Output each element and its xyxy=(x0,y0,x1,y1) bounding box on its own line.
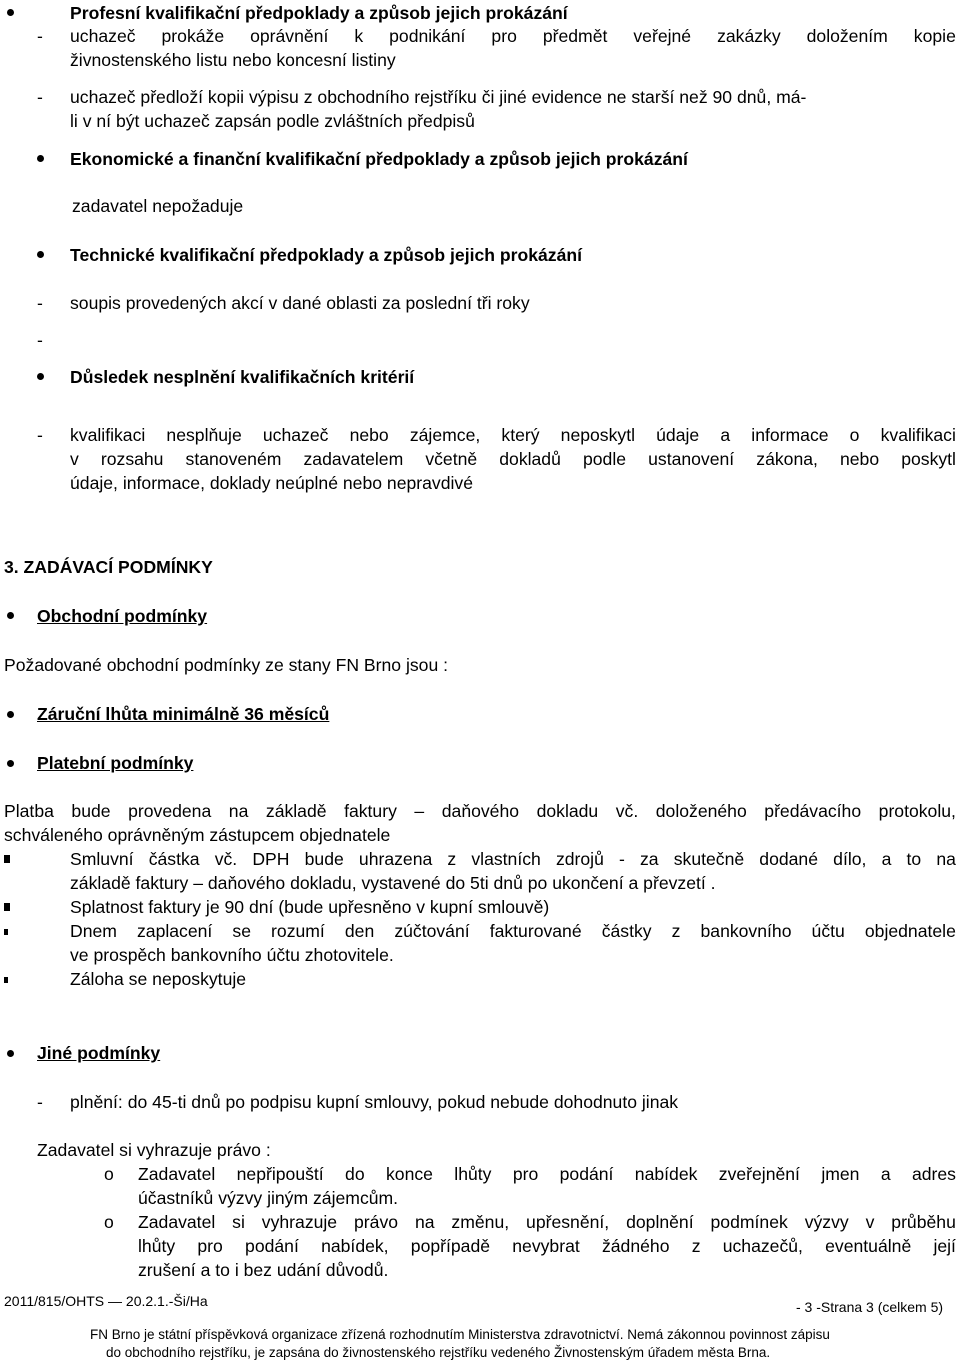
square-item-1-text-word: to xyxy=(906,849,922,869)
right-2-text-1-word: Zadavatel xyxy=(138,1212,216,1232)
section-title: 3. ZADÁVACÍ PODMÍNKY xyxy=(4,557,213,577)
right-2-line1 xyxy=(138,1210,956,1234)
square-item-3-text-word: z xyxy=(671,921,681,941)
right-2-text-2-word: popřípadě xyxy=(410,1236,491,1256)
right-2-text-1-word: vyhrazuje xyxy=(261,1212,338,1232)
square-item-1-line1 xyxy=(70,847,956,871)
heading-technicke: Technické kvalifikační předpoklady a způsob jejich prokázání xyxy=(70,245,583,265)
right-2-text-1-word: průběhu xyxy=(891,1212,956,1232)
prof-item-1-text-word: veřejné xyxy=(633,26,692,46)
right-1-text-word: nabídek xyxy=(634,1164,698,1184)
right-1-text-word: lhůty xyxy=(454,1164,492,1184)
square-item-3-text-word: částky xyxy=(601,921,652,941)
prof-item-1-text-word: k xyxy=(354,26,364,46)
square-item-3-text-word: Dnem xyxy=(70,921,117,941)
right-2-text-2-word: z xyxy=(691,1236,701,1256)
dusledek-text-1-word: kvalifikaci xyxy=(70,425,146,445)
right-2-text-2-word: nabídek, xyxy=(321,1236,389,1256)
dusledek-text-1-word: uchazeč xyxy=(262,425,329,445)
square-item-1-text-word: vč. xyxy=(214,849,238,869)
square-bullet-icon xyxy=(4,903,10,911)
dusledek-text-2-word: rozsahu xyxy=(100,449,164,469)
square-item-3-line1 xyxy=(70,919,956,943)
dusledek-text-1-word: který xyxy=(501,425,540,445)
plneni-text: plnění: do 45-ti dnů po podpisu kupní smlouvy, pokud nebude dohodnuto jinak xyxy=(70,1092,679,1112)
prof-item-1-text-word: podnikání xyxy=(389,26,466,46)
dusledek-text-2-word: stanoveném xyxy=(185,449,282,469)
right-2-text-2-word: uchazečů, xyxy=(722,1236,803,1256)
dusledek-text-1-word: informace xyxy=(751,425,829,445)
right-2-text-2-word: její xyxy=(933,1236,956,1256)
dusledek-line2 xyxy=(70,447,956,471)
footer-note-line1: FN Brno je státní příspěvková organizace zřízená rozhodnutím Ministerstva zdravotnictví. Nemá zákonnou povinnost zápisu xyxy=(90,1327,830,1342)
right-2-text-2-word: lhůty xyxy=(138,1236,176,1256)
square-item-1-text-word: Smluvní xyxy=(70,849,134,869)
bullet-icon xyxy=(37,251,44,258)
dusledek-text-2-word: nebo xyxy=(839,449,880,469)
dash-marker: - xyxy=(37,87,43,107)
prof-item-2-line1: uchazeč předloží kopii výpisu z obchodního rejstříku či jiné evidence ne starší než 90 dnů, má- xyxy=(70,87,807,107)
right-2-text-1-word: si xyxy=(232,1212,245,1232)
heading-obchodni: Obchodní podmínky xyxy=(37,606,208,626)
heading-profesni: Profesní kvalifikační předpoklady a způsob jejich prokázání xyxy=(70,3,568,23)
heading-ekonomicke: Ekonomické a finanční kvalifikační předpoklady a způsob jejich prokázání xyxy=(70,149,688,169)
platba-text-1-word: faktury xyxy=(344,801,397,821)
platba-text-1-word: provedena xyxy=(128,801,212,821)
right-2-text-2-word: žádného xyxy=(601,1236,670,1256)
dash-marker: - xyxy=(37,293,43,313)
right-1-line1 xyxy=(138,1162,956,1186)
platba-text-1-word: na xyxy=(228,801,249,821)
platba-line1 xyxy=(4,799,956,823)
dusledek-text-1-word: údaje xyxy=(656,425,700,445)
dusledek-text-1-word: nebo xyxy=(349,425,389,445)
pozadovane-text: Požadované obchodní podmínky ze stany FN Brno jsou : xyxy=(4,655,449,675)
square-item-3-text-word: zúčtování xyxy=(394,921,470,941)
right-2-text-1-word: na xyxy=(414,1212,435,1232)
prof-item-1-line1 xyxy=(70,24,956,48)
right-2-text-1-word: výzvy xyxy=(804,1212,849,1232)
prof-item-1-text-word: zakázky xyxy=(717,26,781,46)
right-1-text-word: pro xyxy=(512,1164,539,1184)
empty-dash-marker: - xyxy=(37,330,43,350)
right-1-text-word: konce xyxy=(385,1164,433,1184)
right-2-text-2-word: nevybrat xyxy=(512,1236,580,1256)
dusledek-text-2-word: dokladů xyxy=(499,449,561,469)
square-bullet-small-icon xyxy=(4,929,8,935)
bullet-icon xyxy=(7,711,14,718)
prof-item-1-text-word: kopie xyxy=(913,26,956,46)
square-item-3-text-word: zaplacení xyxy=(137,921,213,941)
footer-note-line2: do obchodního rejstříku, je zapsána do živnostenského rejstříku vedeného Živnostenským úřadem města Brna. xyxy=(106,1345,771,1360)
platba-text-1-word: Platba xyxy=(4,801,54,821)
bullet-icon xyxy=(7,9,14,16)
right-2-text-2-word: pro xyxy=(197,1236,223,1256)
square-item-3-text-word: fakturované xyxy=(489,921,582,941)
vyhrazuje-text: Zadavatel si vyhrazuje právo : xyxy=(37,1140,271,1160)
tech-item: soupis provedených akcí v dané oblasti za poslední tři roky xyxy=(70,293,530,313)
right-2-text-1-word: doplnění xyxy=(626,1212,694,1232)
dusledek-text-1-word: kvalifikaci xyxy=(880,425,956,445)
right-2-text-2-word: podání xyxy=(245,1236,299,1256)
right-2-text-1-word: právo xyxy=(354,1212,399,1232)
prof-item-1-text-word: doložením xyxy=(806,26,888,46)
platba-text-1-word: protokolu, xyxy=(878,801,956,821)
square-item-1-text-word: z xyxy=(447,849,457,869)
right-2-text-1-word: změnu, xyxy=(451,1212,510,1232)
prof-item-1-line2: živnostenského listu nebo koncesní listiny xyxy=(70,50,396,70)
square-item-1-text-word: - xyxy=(619,849,625,869)
platba-text-1-word: dokladu xyxy=(536,801,599,821)
dusledek-text-2-word: ustanovení xyxy=(648,449,735,469)
square-item-3-text-word: den xyxy=(344,921,375,941)
square-item-4: Záloha se neposkytuje xyxy=(70,969,247,989)
square-item-1-line2: základě faktury – daňového dokladu, vystavené do 5ti dnů po ukončení a převzetí . xyxy=(70,873,716,893)
dusledek-text-2-word: podle xyxy=(582,449,627,469)
dusledek-text-2-word: zadavatelem xyxy=(303,449,404,469)
square-item-2: Splatnost faktury je 90 dní (bude upřesněno v kupní smlouvě) xyxy=(70,897,550,917)
dusledek-text-1-word: neposkytl xyxy=(560,425,635,445)
square-item-1-text-word: na xyxy=(936,849,956,869)
platba-line2: schváleného oprávněným zástupcem objednatele xyxy=(4,825,391,845)
dusledek-text-1-word: zájemce, xyxy=(409,425,481,445)
bullet-icon xyxy=(37,373,44,380)
square-item-1-text-word: a xyxy=(881,849,892,869)
dash-marker: - xyxy=(37,26,43,46)
bullet-icon xyxy=(7,612,14,619)
right-1-text-word: do xyxy=(345,1164,365,1184)
prof-item-1-text-word: uchazeč xyxy=(70,26,136,46)
square-item-3-text-word: objednatele xyxy=(864,921,956,941)
document-code: 2011/815/OHTS — 20.2.1.-Ši/Ha xyxy=(4,1293,208,1309)
dash-marker: - xyxy=(37,425,43,445)
dusledek-text-1-word: nesplňuje xyxy=(166,425,242,445)
platba-text-1-word: doloženého xyxy=(655,801,747,821)
square-item-1-text-word: bude xyxy=(304,849,344,869)
bullet-icon xyxy=(37,155,44,162)
square-item-3-text-word: rozumí xyxy=(271,921,325,941)
prof-item-1-text-word: oprávnění xyxy=(250,26,329,46)
dusledek-line1 xyxy=(70,423,956,447)
dusledek-text-2-word: včetně xyxy=(425,449,478,469)
dusledek-text-2-word: poskytl xyxy=(901,449,956,469)
bullet-icon xyxy=(7,1050,14,1057)
right-1-text-word: podání xyxy=(559,1164,614,1184)
right-1-text-word: nepřipouští xyxy=(236,1164,324,1184)
square-item-1-text-word: za xyxy=(640,849,659,869)
circle-marker: o xyxy=(104,1164,114,1184)
square-item-3-text-word: účtu xyxy=(811,921,845,941)
square-item-1-text-word: zdrojů xyxy=(555,849,604,869)
platba-text-1-word: – xyxy=(414,801,425,821)
prof-item-2-line2: li v ní být uchazeč zapsán podle zvláštních předpisů xyxy=(70,111,475,131)
right-1-text-word: jmen xyxy=(821,1164,860,1184)
heading-platebni: Platební podmínky xyxy=(37,753,194,773)
dusledek-line3: údaje, informace, doklady neúplné nebo nepravdivé xyxy=(70,473,473,493)
square-item-1-text-word: skutečně xyxy=(673,849,745,869)
platba-text-1-word: vč. xyxy=(615,801,639,821)
platba-text-1-word: základě xyxy=(265,801,327,821)
right-2-line3: zrušení a to i bez udání důvodů. xyxy=(138,1260,389,1280)
prof-item-1-text-word: prokáže xyxy=(161,26,225,46)
square-item-1-text-word: dílo, xyxy=(833,849,867,869)
platba-text-1-word: předávacího xyxy=(764,801,862,821)
page-number: - 3 -Strana 3 (celkem 5) xyxy=(796,1299,944,1315)
square-bullet-icon xyxy=(4,855,10,863)
right-2-text-1-word: podmínek xyxy=(710,1212,788,1232)
heading-jine: Jiné podmínky xyxy=(37,1043,161,1063)
right-1-text-word: zveřejnění xyxy=(718,1164,800,1184)
platba-text-1-word: daňového xyxy=(441,801,520,821)
right-1-line2: účastníků výzvy jiným zájemcům. xyxy=(138,1188,399,1208)
dusledek-text-1-word: o xyxy=(849,425,860,445)
zarucni-heading: Záruční lhůta minimálně 36 měsíců xyxy=(37,704,330,724)
square-item-3-text-word: se xyxy=(232,921,251,941)
square-item-1-text-word: dodané xyxy=(759,849,819,869)
platba-text-1-word: bude xyxy=(71,801,111,821)
square-item-1-text-word: částka xyxy=(148,849,200,869)
dusledek-text-2-word: zákona, xyxy=(756,449,818,469)
dash-marker: - xyxy=(37,1092,43,1112)
right-1-text-word: a xyxy=(880,1164,891,1184)
square-item-3-line2: ve prospěch bankovního účtu zhotovitele. xyxy=(70,945,394,965)
square-item-1-text-word: vlastních xyxy=(471,849,541,869)
right-1-text-word: adres xyxy=(911,1164,956,1184)
square-item-3-text-word: bankovního xyxy=(700,921,792,941)
dusledek-text-1-word: a xyxy=(720,425,731,445)
square-item-1-text-word: DPH xyxy=(252,849,290,869)
bullet-icon xyxy=(7,760,14,767)
right-1-text-word: Zadavatel xyxy=(138,1164,216,1184)
right-2-line2 xyxy=(138,1234,956,1258)
right-2-text-2-word: eventuálně xyxy=(825,1236,912,1256)
dusledek-text-2-word: v xyxy=(70,449,79,469)
right-2-text-1-word: upřesnění, xyxy=(526,1212,610,1232)
prof-item-1-text-word: pro xyxy=(491,26,517,46)
square-item-1-text-word: uhrazena xyxy=(358,849,433,869)
circle-marker: o xyxy=(104,1212,114,1232)
right-2-text-1-word: v xyxy=(865,1212,875,1232)
ekon-text: zadavatel nepožaduje xyxy=(72,196,244,216)
heading-dusledek: Důsledek nesplnění kvalifikačních kritérií xyxy=(70,367,415,387)
square-bullet-small-icon xyxy=(4,977,8,983)
prof-item-1-text-word: předmět xyxy=(542,26,608,46)
